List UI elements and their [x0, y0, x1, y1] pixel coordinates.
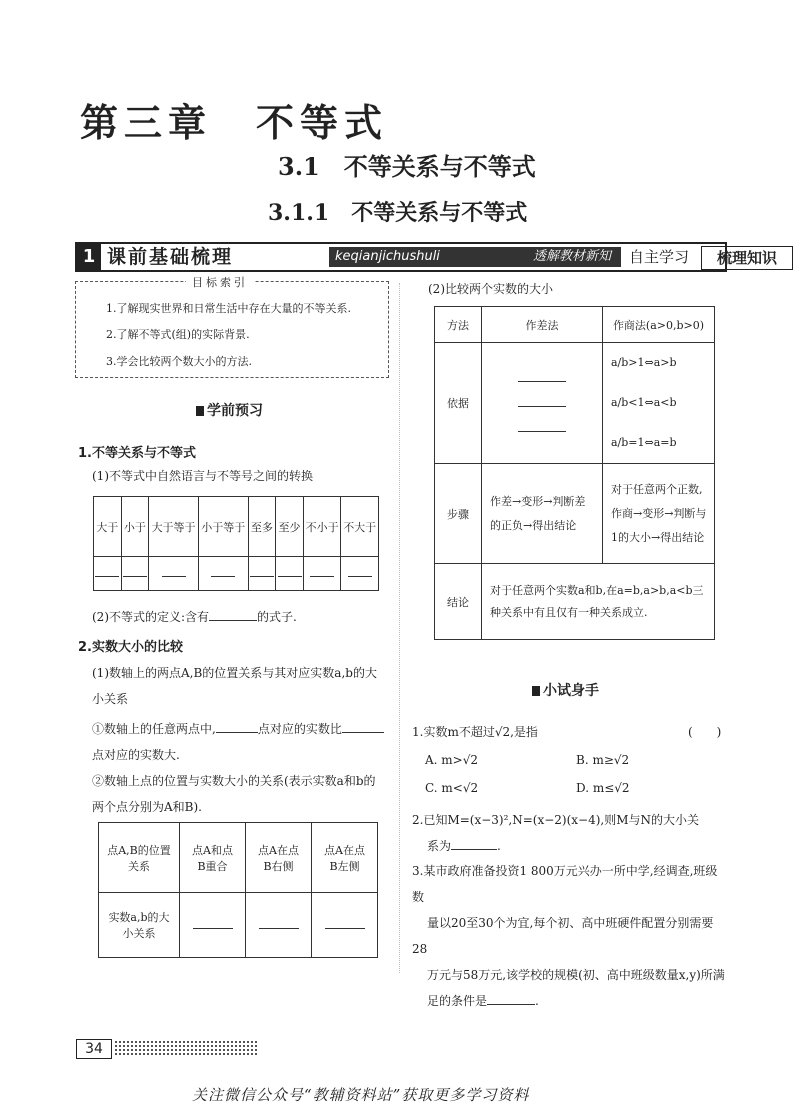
- answer-blank[interactable]: [348, 576, 372, 577]
- question-2: 2.已知M=(x−3)²,N=(x−2)(x−4),则M与N的大小关 系为 .: [412, 813, 700, 853]
- answer-blank[interactable]: [193, 928, 233, 929]
- column-divider: [399, 283, 400, 973]
- compare-methods-table: [434, 306, 715, 640]
- inequality-words-table: [93, 496, 379, 591]
- row-label: 依据: [435, 343, 482, 464]
- option-d[interactable]: D. m≤√2: [576, 781, 630, 795]
- section-title: 3.1 不等关系与不等式: [278, 152, 536, 181]
- table-header: 方法: [435, 307, 482, 343]
- answer-blank[interactable]: [162, 576, 186, 577]
- answer-blank[interactable]: [342, 732, 384, 733]
- table-cell: 实数a,b的大小关系: [99, 893, 180, 958]
- table-cell: 点A和点B重合: [180, 823, 246, 893]
- s2-title: 2.实数大小的比较: [78, 640, 183, 655]
- question-3: 3.某市政府准备投资1 800万元兴办一所中学,经调查,班级数 量以20至30个为宜,每个初、高中班硬件配置分别需要28 万元与58万元,该学校的规模(初、高中班级数量x,y)所满 足的条件是 .: [412, 864, 725, 1008]
- chapter-title: 第三章 不等式: [80, 101, 389, 145]
- answer-blank[interactable]: [216, 732, 258, 733]
- objectives-box: [75, 276, 389, 378]
- answer-blank[interactable]: [518, 406, 566, 407]
- question-1: 1.实数m不超过√2,是指: [412, 725, 538, 739]
- objective-item: 2.了解不等式(组)的实际背景.: [106, 328, 250, 341]
- table-cell: 点A在点B左侧: [312, 823, 378, 893]
- table-header: 至多: [248, 497, 276, 557]
- table-header: 不小于: [303, 497, 341, 557]
- s1-title: 1.不等关系与不等式: [78, 446, 196, 461]
- answer-blank[interactable]: [123, 576, 147, 577]
- table-cell: 点A,B的位置关系: [99, 823, 180, 893]
- answer-blank[interactable]: [518, 431, 566, 432]
- quotient-steps: 对于任意两个正数,作商→变形→判断与1的大小→得出结论: [603, 464, 715, 564]
- comparison-conclusion: 对于任意两个实数a和b,在a=b,a>b,a<b三种关系中有且仅有一种关系成立.: [482, 564, 715, 640]
- table-header: 小于: [121, 497, 149, 557]
- quotient-rule: a/b>1⇔a>b: [611, 356, 677, 369]
- page-dots-decoration: [114, 1040, 257, 1057]
- objective-item: 3.学会比较两个数大小的方法.: [106, 355, 252, 368]
- row-label: 结论: [435, 564, 482, 640]
- answer-paren[interactable]: ( ): [688, 725, 722, 739]
- table-header: 大于: [94, 497, 122, 557]
- table-cell: 点A在点B右侧: [246, 823, 312, 893]
- table-header: 大于等于: [149, 497, 199, 557]
- table-header: 至少: [276, 497, 304, 557]
- footer-note: 关注微信公众号“教辅资料站”获取更多学习资料: [192, 1086, 530, 1104]
- page-number: 34: [76, 1039, 112, 1059]
- banner-pinyin: keqianjichushuli: [335, 249, 440, 264]
- objectives-header: 目标索引: [186, 274, 254, 290]
- answer-blank[interactable]: [518, 381, 566, 382]
- option-b[interactable]: B. m≥√2: [576, 753, 630, 767]
- answer-blank[interactable]: [259, 928, 299, 929]
- practice-heading: 小试身手: [532, 680, 599, 700]
- row-label: 步骤: [435, 464, 482, 564]
- s2-p1: (1)数轴上的两点A,B的位置关系与其对应实数a,b的大小关系: [92, 666, 377, 706]
- answer-blank[interactable]: [310, 576, 334, 577]
- s1-p1: (1)不等式中自然语言与不等号之间的转换: [92, 469, 313, 483]
- banner-pinyin-strip: [329, 247, 621, 267]
- quotient-rule: a/b<1⇔a<b: [611, 396, 677, 409]
- quotient-rule: a/b=1⇔a=b: [611, 436, 677, 449]
- answer-blank[interactable]: [250, 576, 274, 577]
- s1-p2: (2)不等式的定义:含有 的式子.: [92, 610, 297, 624]
- s2-p3: ②数轴上点的位置与实数大小的关系(表示实数a和b的两个点分别为A和B).: [92, 774, 376, 814]
- objective-item: 1.了解现实世界和日常生活中存在大量的不等关系.: [106, 302, 351, 315]
- table-header: 作商法(a>0,b>0): [603, 307, 715, 343]
- preview-heading: 学前预习: [196, 400, 263, 420]
- table-header: 不大于: [341, 497, 379, 557]
- compare-title: (2)比较两个实数的大小: [428, 282, 553, 296]
- answer-blank[interactable]: [95, 576, 119, 577]
- banner-title: 课前基础梳理: [107, 246, 234, 268]
- table-header: 作差法: [482, 307, 603, 343]
- answer-blank[interactable]: [451, 849, 497, 850]
- banner-number: 1: [77, 244, 101, 270]
- banner-sort-knowledge: 梳理知识: [701, 246, 793, 270]
- option-a[interactable]: A. m>√2: [425, 753, 479, 767]
- subsection-title: 3.1.1 不等关系与不等式: [268, 200, 528, 226]
- answer-blank[interactable]: [211, 576, 235, 577]
- answer-blank[interactable]: [209, 620, 257, 621]
- banner-self-study: 自主学习: [629, 248, 690, 266]
- difference-steps: 作差→变形→判断差的正负→得出结论: [482, 464, 603, 564]
- number-line-table: [98, 822, 378, 958]
- table-header: 小于等于: [198, 497, 248, 557]
- s2-p2: ①数轴上的任意两点中, 点对应的实数比 点对应的实数大.: [92, 716, 392, 768]
- section-banner: [75, 242, 777, 272]
- answer-blank[interactable]: [278, 576, 302, 577]
- option-c[interactable]: C. m<√2: [425, 781, 479, 795]
- banner-slogan: 透解教材新知: [532, 249, 611, 264]
- answer-blank[interactable]: [325, 928, 365, 929]
- answer-blank[interactable]: [487, 1004, 535, 1005]
